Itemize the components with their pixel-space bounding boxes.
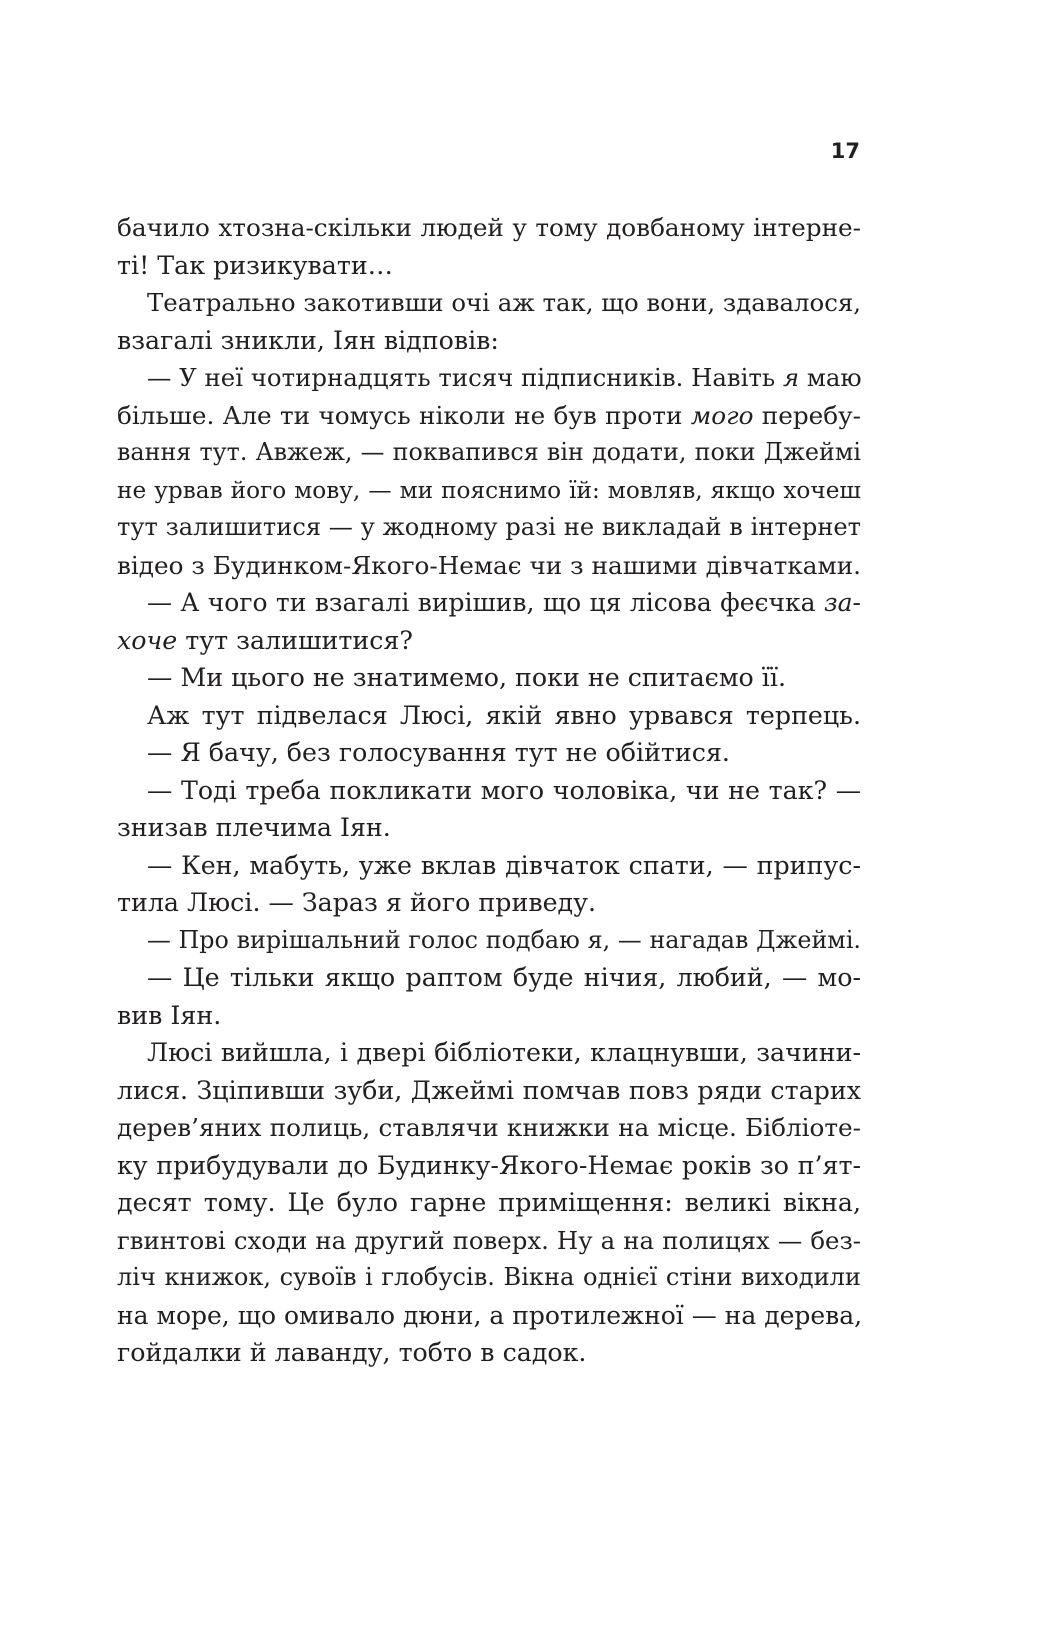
text-line — [117, 1259, 861, 1297]
text-line — [117, 772, 861, 810]
text-segment: Театрально закотивши очі аж так, що вони, здавалося, — [147, 288, 861, 317]
text-segment: дерев’яних полиць, ставлячи книжки на місце. Бібліоте- — [117, 1113, 861, 1142]
text-segment: Люсі вийшла, і двері бібліотеки, клацнувши, зачини- — [147, 1038, 861, 1067]
text-segment: ліч книжок, сувоїв і глобусів. Вікна однієї стіни виходили — [117, 1263, 861, 1291]
text-line — [117, 809, 861, 847]
text-line — [117, 659, 861, 697]
text-segment: маю — [799, 363, 862, 392]
text-line — [117, 1034, 861, 1072]
text-line — [117, 959, 861, 997]
text-line — [117, 359, 861, 397]
text-line — [117, 1184, 861, 1222]
text-segment: — У неї чотирнадцять тисяч підписників. Навіть — [147, 363, 783, 392]
text-segment: десят тому. Це було гарне приміщення: великі вікна, — [117, 1188, 861, 1217]
text-line — [117, 284, 861, 322]
text-segment: — Це тільки якщо раптом буде нічия, любий, — мо- — [147, 963, 861, 992]
text-segment: ті! Так ризикувати… — [117, 250, 393, 280]
text-segment: взагалі зникли, Іян відповів: — [117, 325, 499, 355]
text-segment: — Кен, мабуть, уже вклав дівчаток спати, — припус- — [147, 850, 861, 880]
text-segment: тила Люсі. — Зараз я його приведу. — [117, 888, 597, 917]
text-line — [117, 734, 861, 772]
text-line — [117, 884, 861, 922]
body-text — [117, 209, 861, 1372]
text-line — [117, 209, 861, 247]
italic-text: я — [782, 363, 800, 392]
text-segment: — А чого ти взагалі вирішив, що ця лісова феєчка — [147, 588, 824, 617]
text-segment: лися. Зціпивши зуби, Джеймі помчав повз ряди старих — [117, 1075, 861, 1105]
text-segment: гойдалки й лаванду, тобто в садок. — [117, 1338, 587, 1367]
text-line — [117, 847, 861, 885]
text-line — [117, 1334, 861, 1372]
text-line — [117, 547, 861, 585]
text-segment: ку прибудували до Будинку-Якого-Немає років зо п’ят- — [117, 1150, 861, 1180]
text-segment: перебу- — [753, 400, 861, 430]
text-line — [117, 922, 861, 960]
page-number: 17 — [830, 139, 860, 163]
text-line — [117, 1222, 861, 1260]
text-line — [117, 247, 861, 285]
text-segment: — Про вирішальний голос подбаю я, — нагадав Джеймі. — [147, 925, 861, 954]
text-segment: не урвав його мову, — ми пояснимо їй: мовляв, якщо хочеш — [117, 476, 861, 504]
text-line — [117, 397, 861, 435]
text-line — [117, 322, 861, 360]
text-segment: гвинтові сходи на другий поверх. Ну а на полицях — без- — [117, 1225, 861, 1255]
text-line — [117, 622, 861, 660]
text-segment: бачило хтозна-скільки людей у тому довбаному інтерне- — [117, 213, 861, 242]
text-segment: знизав плечима Іян. — [117, 813, 391, 842]
text-line — [117, 1072, 861, 1110]
text-segment: — Я бачу, без голосування тут не обійтися. — [147, 738, 730, 767]
text-segment: на море, що омивало дюни, а протилежної — на дерева, — [117, 1300, 863, 1330]
text-segment: тут залишитися? — [177, 625, 413, 655]
text-line — [117, 584, 861, 622]
text-segment: вання тут. Авжеж, — поквапився він додати, поки Джеймі — [117, 438, 861, 466]
text-segment: більше. Але ти чомусь ніколи не був проти — [117, 400, 691, 430]
text-line — [117, 997, 861, 1035]
text-line — [117, 1147, 861, 1185]
text-segment: вив Іян. — [117, 1000, 222, 1030]
text-line — [117, 472, 861, 510]
text-segment: — Тоді треба покликати мого чоловіка, чи не так? — — [147, 775, 861, 805]
text-line — [117, 509, 861, 547]
text-line — [117, 434, 861, 472]
text-line — [117, 1109, 861, 1147]
text-segment: відео з Будинком-Якого-Немає чи з нашими дівчатками. — [117, 550, 861, 580]
text-line — [117, 697, 861, 735]
text-line — [117, 1297, 861, 1335]
italic-text: за- — [824, 588, 861, 617]
italic-text: хоче — [117, 625, 178, 655]
text-segment: тут залишитися — у жодному разі не викладай в інтернет — [117, 513, 861, 541]
text-segment: Аж тут підвелася Люсі, якій явно урвався терпець. — [147, 700, 861, 730]
italic-text: мого — [690, 400, 754, 430]
text-segment: — Ми цього не знатимемо, поки не спитаємо її. — [147, 663, 787, 692]
